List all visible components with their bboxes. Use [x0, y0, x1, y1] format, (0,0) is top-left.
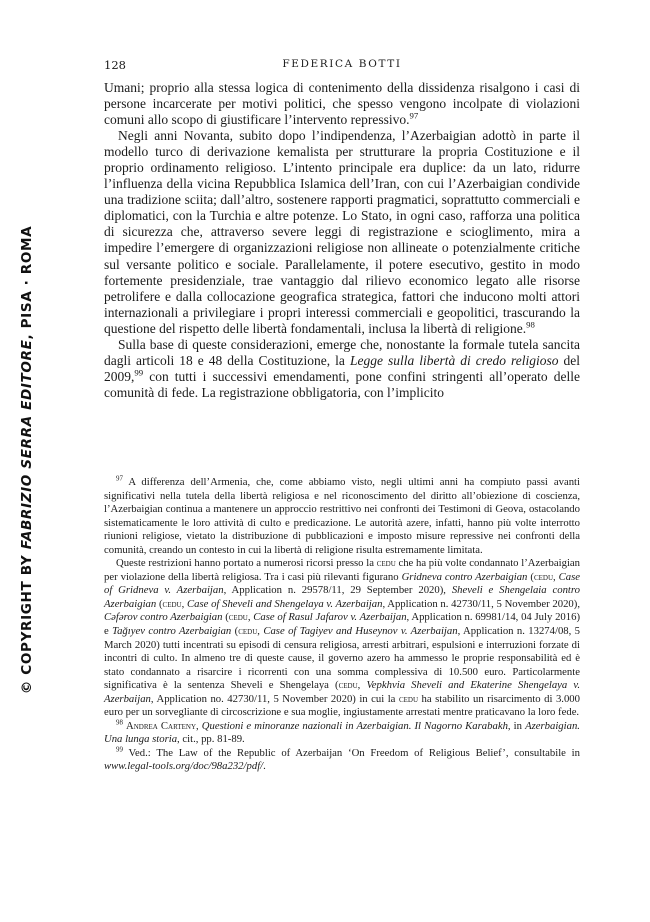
- paragraph-2: Negli anni Novanta, subito dopo l’indipendenza, l’Azerbaigian adottò in parte il modello turco di derivazione kemalista per strutturare la propria Costituzione e il proprio ordinamento religioso. L’intento principale era duplice: da un lato, ridurre l’influenza della vicina Repubblica Islamica dell’Iran, con cui l’Azerbaigian condivide una tradizione sciita; dall’altro, sostenere rapporti pragmatici, soprattutto commerciali e diplomatici, con la Turchia e altre potenze. Lo Stato, in ogni caso, rafforza una politica di sicurezza che, attraverso severe leggi di registrazione e scioglimento, mira a impedire l’emergere di organizzazioni religiose non allineate o potenzialmente critiche sul versante politico e sociale. Parallelamente, il potere esecutivo, gestito in modo fortemente presidenziale, trae vantaggio dal rilievo economico legato alle risorse petrolifere e dalla collocazione geografica strategica, fattori che inducono molti attori internazionali a privilegiare i propri interessi commerciali e geopolitici, trascurando la questione del rispetto delle libertà fondamentali, inclusa la libertà di religione.$^{98}$: [104, 128, 580, 336]
- copyright-prefix: COPYRIGHT BY: [19, 549, 35, 675]
- source-url[interactable]: www.legal-tools.org/doc/98a232/pdf/: [104, 760, 264, 773]
- footnote-ref-99: 99: [134, 367, 144, 378]
- case-title-en: Case of Sheveli and Shengelaya v. Azerbaijan: [186, 597, 383, 610]
- copyright-sidebar: [14, 210, 40, 710]
- court-abbrev: cedu: [376, 557, 396, 570]
- page-header: [104, 58, 580, 76]
- case-title: Sheveli e Shengelaia contro Azerbaigian: [104, 584, 580, 610]
- book-title: Azerbaigian. Una lunga storia: [104, 719, 580, 746]
- page-number: 128: [104, 58, 126, 72]
- copyright-notice: [19, 226, 35, 695]
- case-title-en: Case of Tagiyev and Huseynov v. Azerbaijan: [263, 625, 458, 638]
- case-title-en: Case of Rasul Jafarov v. Azerbaijan: [253, 611, 407, 624]
- footnote-number: 99: [116, 745, 123, 754]
- footnote-ref-98: 98: [526, 319, 535, 330]
- book-title: Questioni e minoranze nazionali in Azerbaigian. Il Nagorno Karabakh: [201, 719, 508, 732]
- publisher-name: FABRIZIO SERRA EDITORE: [19, 339, 35, 550]
- footnote-99: $^{99}$ Ved.: The Law of the Republic of Azerbaijan ‘On Freedom of Religious Belief’, consultabile in www.legal-tools.org/doc/98a232/pdf/.: [104, 745, 580, 773]
- author-name: Andrea Carteny: [126, 719, 197, 732]
- paragraph-3: Sulla base di queste considerazioni, emerge che, nonostante la formale tutela sancita dagli articoli 18 e 48 della Costituzione, la Legge sulla libertà di credo religioso del 2009,99 con tutti i successivi emendamenti, pone confini stringenti all’operato delle comunità di fede. La registrazione obbligatoria, con l’implicito: [104, 336, 581, 400]
- running-head: FEDERICA BOTTI: [282, 58, 402, 70]
- case-title: Tağıyev contro Azerbaigian: [112, 625, 232, 638]
- case-title-en: Case of Gridneva v. Azerbaijan: [104, 570, 581, 597]
- footnotes: [104, 476, 580, 774]
- footnote-ref-97: 97: [409, 110, 419, 121]
- footnote-number: 97: [116, 474, 123, 483]
- law-title: Legge sulla libertà di credo religioso: [349, 352, 559, 368]
- publisher-location: , PISA · ROMA: [19, 225, 35, 340]
- body-text: [104, 80, 580, 401]
- footnote-97: $^{97}$ A differenza dell’Armenia, che, come abbiamo visto, negli ultimi anni ha compiuto passi avanti significativi nella tutela della libertà religiosa e nel riconoscimento del diritto all’obiezione di coscienza, l’Azerbaigian continua a mantenere un approccio restrittivo nei confronti dei Testimoni di Geova, ostacolando sistematicamente le loro attività di culto e predicazione. Le autorità azere, infatti, hanno più volte interrotto riunioni religiose, vietato la distribuzione di pubblicazioni e imposto misure repressive nei confronti della comunità, creando un contesto in cui la libertà di religione risulta estremamente limitata.: [104, 474, 580, 556]
- case-title: Gridneva contro Azerbaigian: [401, 570, 528, 583]
- footnote-number: 98: [116, 718, 123, 727]
- copyright-symbol: ©: [19, 680, 35, 695]
- footnote-97-continued: Queste restrizioni hanno portato a numerosi ricorsi presso la cedu che ha più volte condannato l’Azerbaigian per violazione della libertà religiosa. Tra i casi più rilevanti figurano Gridneva contro Azerbaigian (cedu, Case of Gridneva v. Azerbaijan, Application n. 29578/11, 29 September 2020), Sheveli e Shengelaia contro Azerbaigian (cedu, Case of Sheveli and Shengelaya v. Azerbaijan, Application n. 42730/11, 5 November 2020), Cəfərov contro Azerbaigian (cedu, Case of Rasul Jafarov v. Azerbaijan, Application n. 69981/14, 04 July 2016) e Tağıyev contro Azerbaigian (cedu, Case of Tagiyev and Huseynov v. Azerbaijan, Application n. 13274/08, 5 March 2020) tutti incentrati su episodi di censura religiosa, arresti arbitrari, espulsioni e interruzioni forzate di incontri di culto. In almeno tre di queste cause, il governo azero ha ammesso le proprie responsabilità ed è stato condannato a risarcire i ricorrenti con una somma complessiva di 10.500 euro. Particolarmente significativa è la sentenza Sheveli e Shengelaya (cedu, Vepkhvia Sheveli and Ekaterine Shengelaya v. Azerbaijan, Application no. 42730/11, 5 November 2020) in cui la cedu ha stabilito un risarcimento di 3.000 euro per un sorvegliante di circoscrizione e sua moglie, ingiustamente arrestati mentre praticavano la loro fede.: [104, 557, 581, 719]
- footnote-98: $^{98}$ Andrea Carteny, Questioni e minoranze nazionali in Azerbaigian. Il Nagorno Karabakh, in Azerbaigian. Una lunga storia, cit., pp. 81-89.: [104, 718, 580, 746]
- case-title-en: Vepkhvia Sheveli and Ekaterine Shengelaya v. Azerbaijan: [104, 679, 580, 705]
- case-title: Cəfərov contro Azerbaigian: [104, 611, 223, 624]
- paragraph-1: Umani; proprio alla stessa logica di contenimento della dissidenza risalgono i casi di persone incarcerate per motivi politici, che spesso vengono incolpate di violazioni comuni allo scopo di giustificare l’intervento repressivo.$^{97}$: [104, 80, 580, 128]
